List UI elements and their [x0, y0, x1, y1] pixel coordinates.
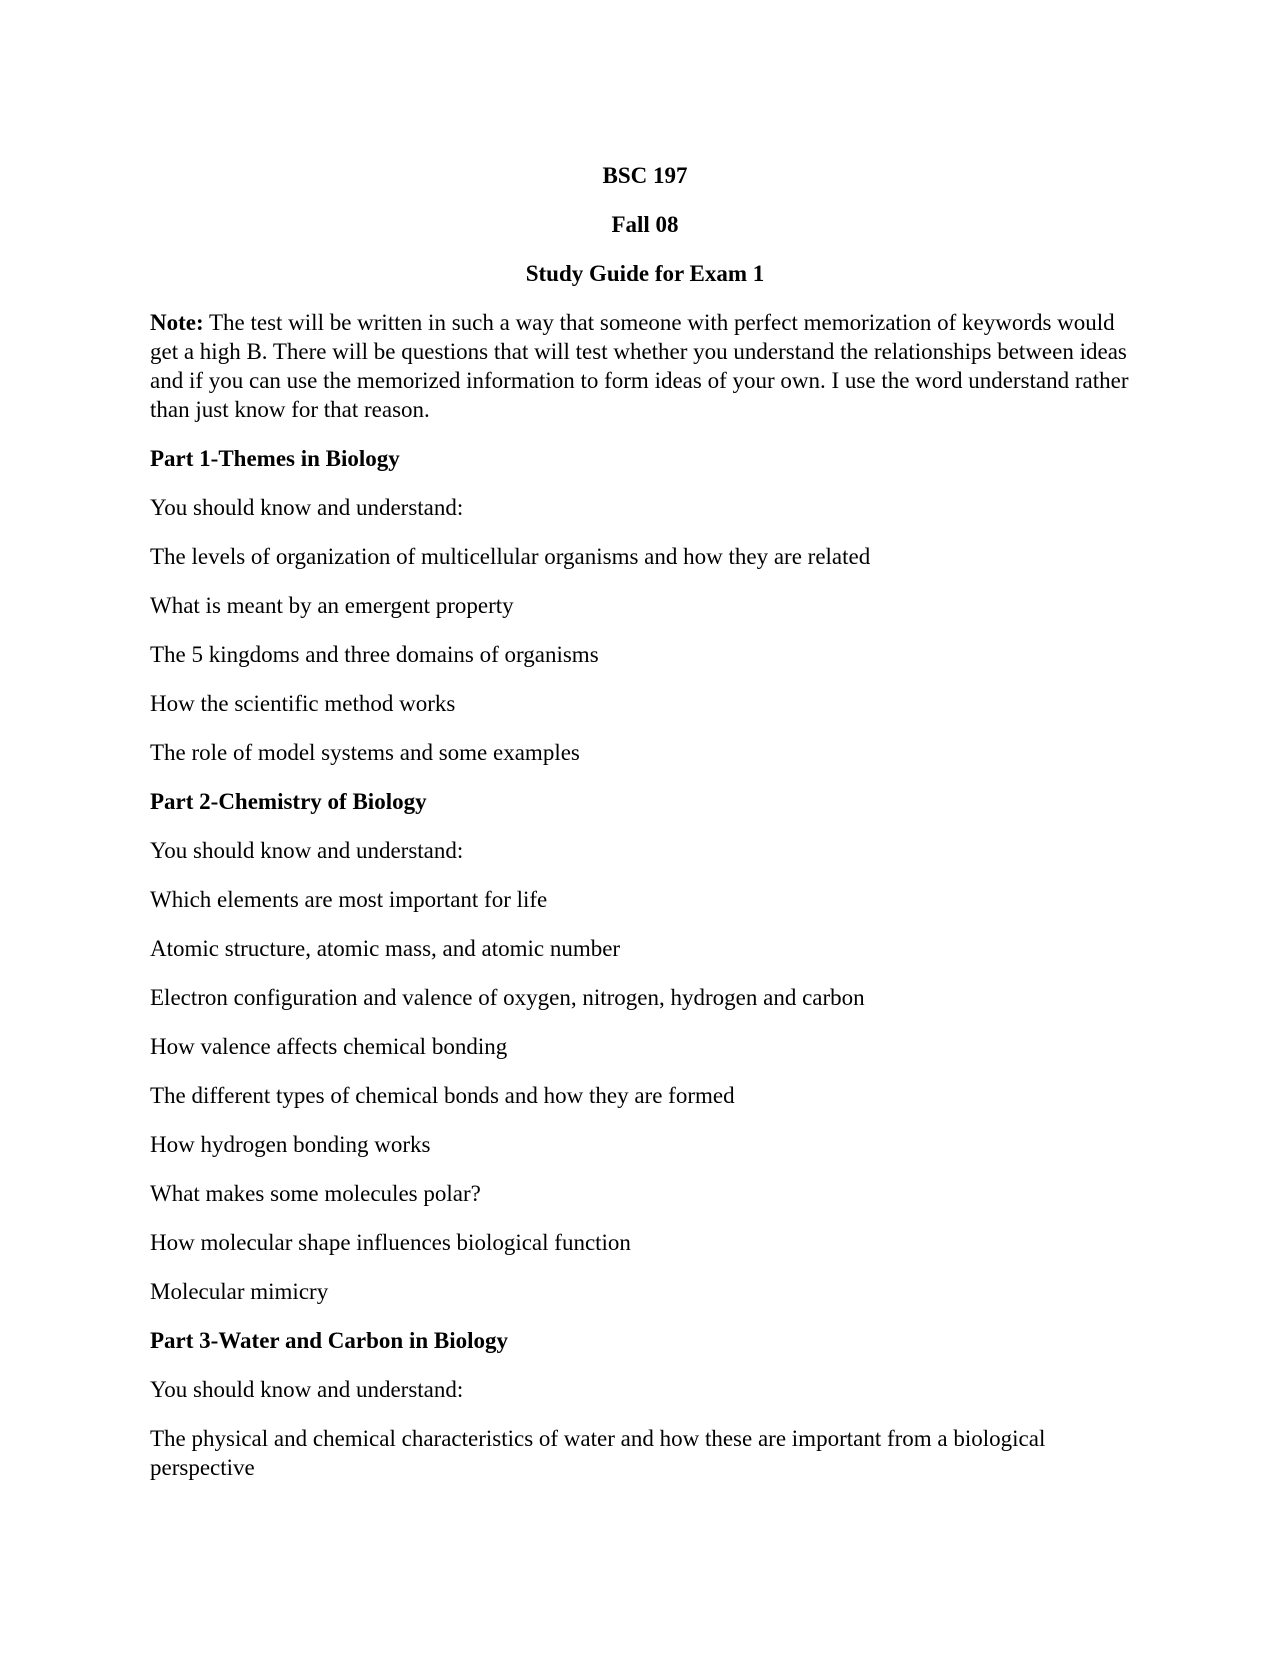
- list-item: The 5 kingdoms and three domains of organisms: [150, 642, 599, 667]
- list-item: The different types of chemical bonds and how they are formed: [150, 1083, 735, 1108]
- part-section: [150, 1326, 1130, 1482]
- list-item: Atomic structure, atomic mass, and atomic number: [150, 936, 621, 961]
- part-section: [150, 444, 1130, 767]
- list-item: How valence affects chemical bonding: [150, 1034, 508, 1059]
- list-item: The role of model systems and some examples: [150, 740, 580, 765]
- note-text: The test will be written in such a way that someone with perfect memorization of keywords would get a high B. There will be questions that will test whether you understand the relationships between ideas and if you can use the memorized information to form ideas of your own. I use the word understand rather than just know for that reason.: [150, 310, 1129, 422]
- list-item: Molecular mimicry: [150, 1279, 329, 1304]
- part-intro: You should know and understand:: [150, 838, 464, 863]
- part-heading: Part 3-Water and Carbon in Biology: [150, 1328, 509, 1353]
- part-section: [150, 787, 1130, 1306]
- list-item: Which elements are most important for life: [150, 887, 548, 912]
- list-item: The levels of organization of multicellular organisms and how they are related: [150, 544, 871, 569]
- list-item: How molecular shape influences biological function: [150, 1230, 631, 1255]
- document-title: Study Guide for Exam 1: [525, 261, 765, 286]
- list-item: How hydrogen bonding works: [150, 1132, 431, 1157]
- list-item: How the scientific method works: [150, 691, 456, 716]
- course-code: BSC 197: [602, 163, 688, 188]
- list-item: What makes some molecules polar?: [150, 1181, 481, 1206]
- part-heading: Part 1-Themes in Biology: [150, 446, 400, 471]
- list-item: What is meant by an emergent property: [150, 593, 514, 618]
- part-intro: You should know and understand:: [150, 495, 464, 520]
- document-page: [150, 161, 1130, 1502]
- term: Fall 08: [611, 212, 679, 237]
- list-item: The physical and chemical characteristics of water and how these are important from a biological perspective: [150, 1426, 1046, 1480]
- note-paragraph: [150, 308, 1130, 424]
- list-item: Electron configuration and valence of oxygen, nitrogen, hydrogen and carbon: [150, 985, 865, 1010]
- part-intro: You should know and understand:: [150, 1377, 464, 1402]
- parts-container: [150, 444, 1130, 1482]
- note-label: Note:: [150, 310, 204, 335]
- part-heading: Part 2-Chemistry of Biology: [150, 789, 427, 814]
